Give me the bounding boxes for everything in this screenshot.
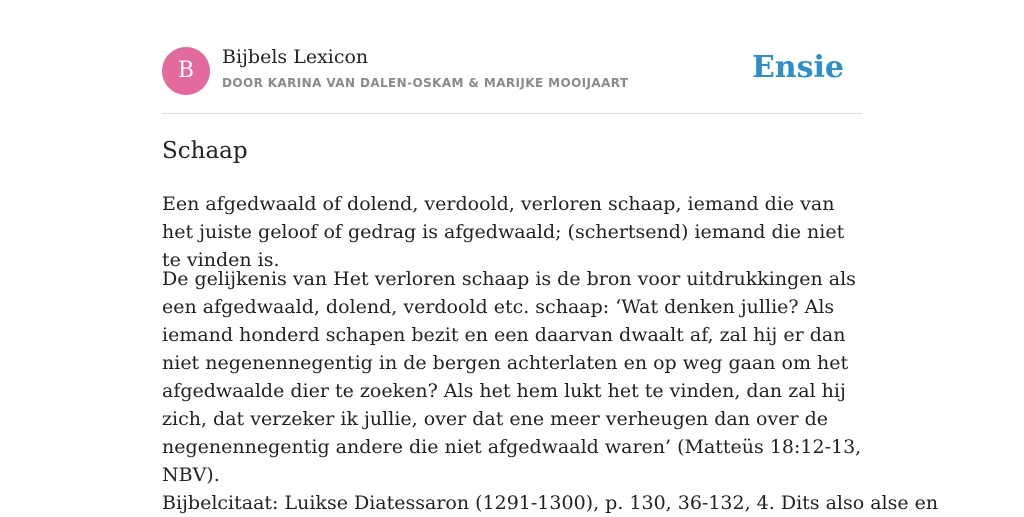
ensie-logo[interactable]: Ensie — [751, 50, 844, 85]
entry-paragraph-citation: Bijbelcitaat: Luikse Diatessaron (1291-1300), p. 130, 36-132, 4. Dits also alse en — [162, 492, 939, 514]
publication-avatar[interactable]: B — [162, 47, 210, 95]
page-header — [162, 0, 862, 114]
entry-paragraph-definition: Een afgedwaald of dolend, verdoold, verloren schaap, iemand die van het juiste geloof of gedrag is afgedwaald; (schertsend) iemand die niet te vinden is. — [162, 193, 845, 271]
entry-paragraph-explanation: De gelijkenis van Het verloren schaap is de bron voor uitdrukkingen als een afgedwaald, dolend, verdoold etc. schaap: ‘Wat denken jullie? Als iemand honderd schapen bezit en een daarvan dwaalt af, zal hij er dan niet negenennegentig in de bergen achterlaten en op weg gaan om het afgedwaalde dier te zoeken? Als het hem lukt het te vinden, dan zal hij zich, dat verzeker ik jullie, over dat ene meer verheugen dan over de negenennegentig andere die niet afgedwaald waren’ (Matteüs 18:12-13, NBV). — [162, 268, 862, 486]
page-container — [162, 0, 939, 514]
publication-title[interactable]: Bijbels Lexicon — [222, 46, 369, 68]
entry-title: Schaap — [162, 138, 248, 164]
publication-byline: DOOR KARINA VAN DALEN-OSKAM & MARIJKE MOOIJAART — [222, 76, 629, 90]
